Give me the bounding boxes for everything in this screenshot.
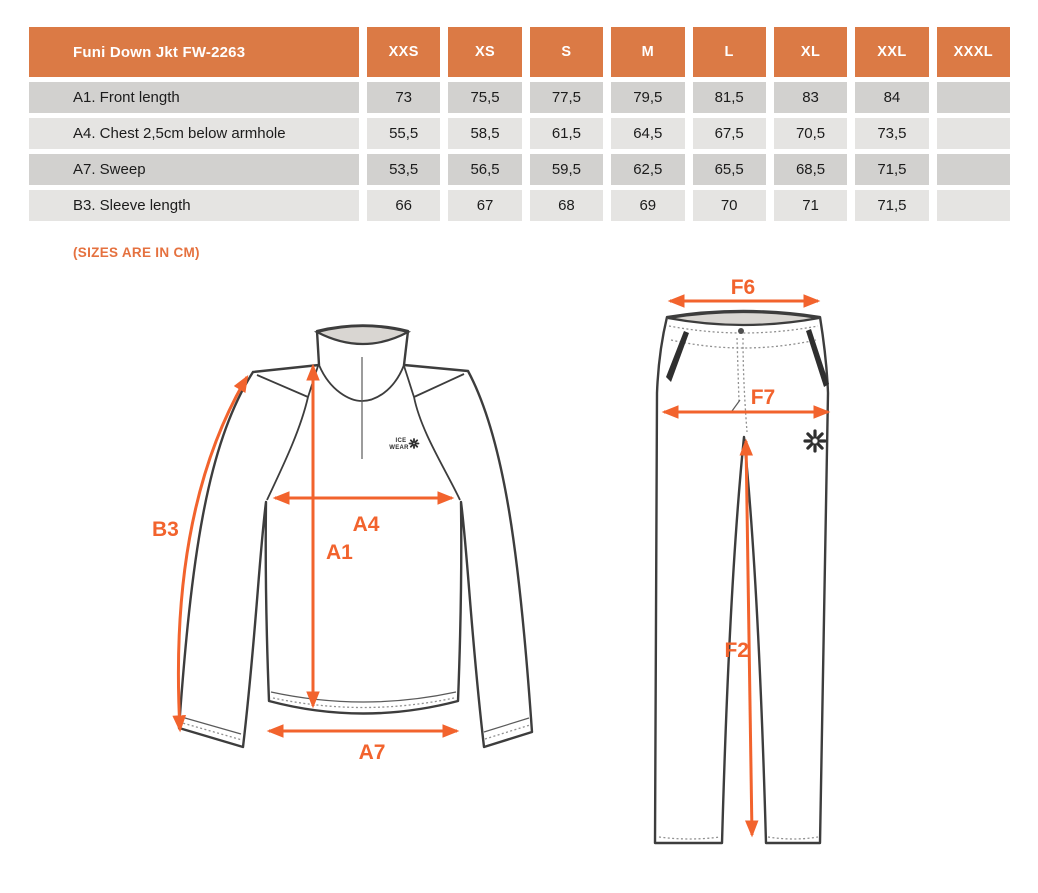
cell: 55,5 [367,118,440,149]
waist-button [738,328,744,334]
cell: 69 [611,190,684,221]
jacket-silhouette [179,326,532,748]
size-header-m: M [611,27,684,77]
f6-label: F6 [730,278,756,299]
cell: 75,5 [448,82,521,113]
cell: 64,5 [611,118,684,149]
pants-silhouette [655,311,828,843]
cell [937,154,1010,185]
row-label-front-length: A1. Front length [29,82,359,113]
cell: 67,5 [693,118,766,149]
cell: 65,5 [693,154,766,185]
size-header-l: L [693,27,766,77]
cell: 58,5 [448,118,521,149]
cell: 68 [530,190,603,221]
cell [937,190,1010,221]
cell: 77,5 [530,82,603,113]
cell: 81,5 [693,82,766,113]
size-header-xs: XS [448,27,521,77]
size-header-xl: XL [774,27,847,77]
table-title: Funi Down Jkt FW-2263 [29,27,359,77]
cell: 62,5 [611,154,684,185]
cell: 70 [693,190,766,221]
cell: 71,5 [855,190,928,221]
row-label-sleeve-length: B3. Sleeve length [29,190,359,221]
cell: 56,5 [448,154,521,185]
a4-label: A4 [352,513,380,536]
cell: 61,5 [530,118,603,149]
a1-label: A1 [326,541,353,564]
a7-label: A7 [358,741,386,764]
cell: 83 [774,82,847,113]
cell: 73 [367,82,440,113]
size-header-s: S [530,27,603,77]
cell: 59,5 [530,154,603,185]
row-label-sweep: A7. Sweep [29,154,359,185]
cell: 71,5 [855,154,928,185]
cell [937,118,1010,149]
cell: 70,5 [774,118,847,149]
cell: 79,5 [611,82,684,113]
b3-label: B3 [152,518,179,541]
f7-label: F7 [750,386,776,409]
logo-text-line2: WEAR [389,445,409,451]
row-label-chest: A4. Chest 2,5cm below armhole [29,118,359,149]
cell [937,82,1010,113]
cell: 84 [855,82,928,113]
size-header-xxxl: XXXL [937,27,1010,77]
cell: 66 [367,190,440,221]
pants-drawing [655,278,829,843]
cell: 67 [448,190,521,221]
cell: 71 [774,190,847,221]
size-header-xxs: XXS [367,27,440,77]
cell: 68,5 [774,154,847,185]
jacket-drawing [152,326,532,765]
size-header-xxl: XXL [855,27,928,77]
measurement-diagrams [0,278,1038,893]
cell: 73,5 [855,118,928,149]
f2-label: F2 [724,639,749,662]
size-table [29,27,1010,221]
logo-text-line1: ICE [395,438,407,444]
sizes-unit-note: (SIZES ARE IN CM) [73,245,200,260]
cell: 53,5 [367,154,440,185]
